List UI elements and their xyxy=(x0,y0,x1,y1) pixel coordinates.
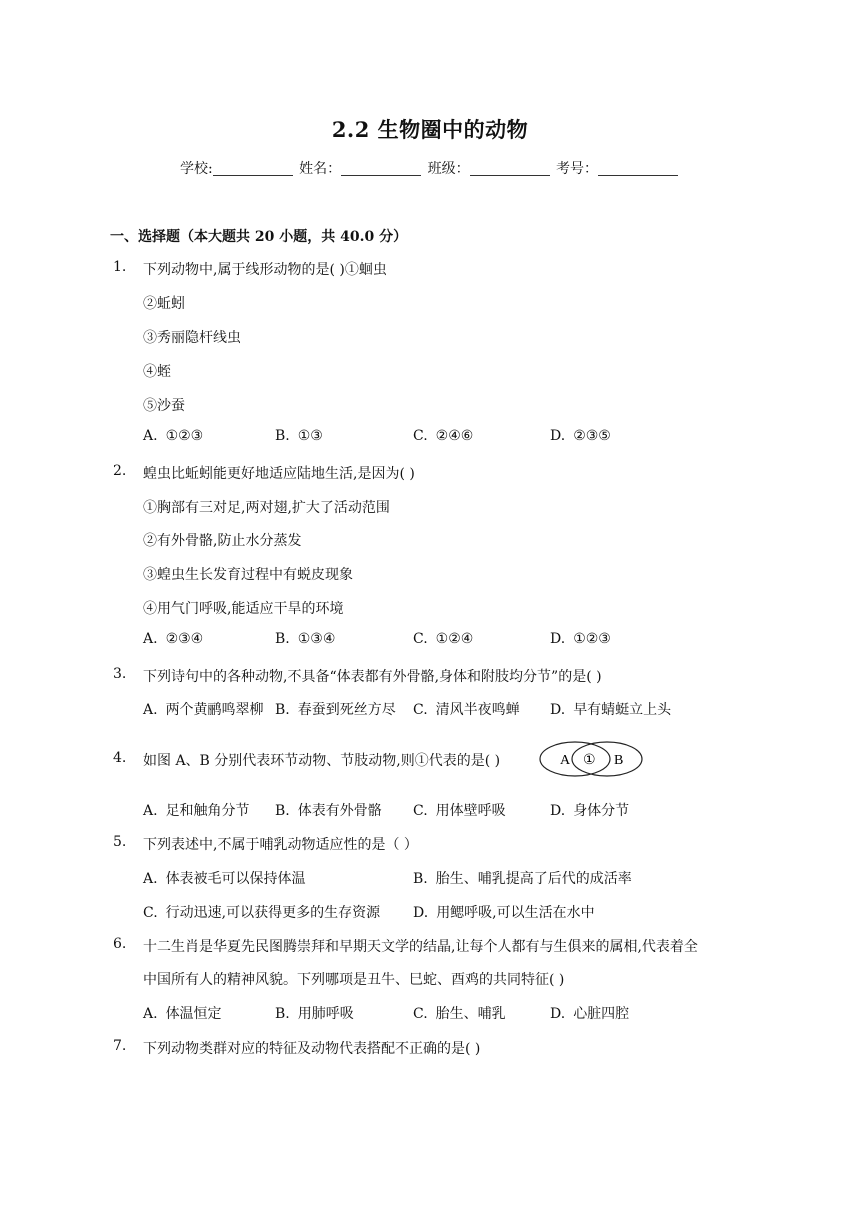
exam-no-blank[interactable] xyxy=(598,161,678,176)
q3-number: 3. xyxy=(113,666,127,682)
q2-option-a[interactable]: A. ②③④ xyxy=(143,631,204,647)
q4-stem: 如图 A、B 分别代表环节动物、节肢动物,则①代表的是( ) xyxy=(143,753,501,769)
q2-item: ④用气门呼吸,能适应干旱的环境 xyxy=(143,601,344,617)
q1-option-d[interactable]: D. ②③⑤ xyxy=(550,428,611,444)
q2-option-b[interactable]: B. ①③④ xyxy=(275,631,336,647)
q6-number: 6. xyxy=(113,936,127,952)
q1-option-c[interactable]: C. ②④⑥ xyxy=(413,428,474,444)
q2-item: ③蝗虫生长发育过程中有蜕皮现象 xyxy=(143,567,353,583)
venn-circle-a xyxy=(540,742,610,776)
q4-number: 4. xyxy=(113,750,127,766)
q1-item: ③秀丽隐杆线虫 xyxy=(143,330,241,346)
q6-option-d[interactable]: D. 心脏四腔 xyxy=(550,1006,630,1022)
name-blank[interactable] xyxy=(341,161,421,176)
venn-label-a: A xyxy=(560,753,571,768)
q2-number: 2. xyxy=(113,463,127,479)
q2-stem: 蝗虫比蚯蚓能更好地适应陆地生活,是因为( ) xyxy=(143,466,415,482)
q4-option-d[interactable]: D. 身体分节 xyxy=(550,803,630,819)
q3-option-a[interactable]: A. 两个黄鹂鸣翠柳 xyxy=(143,702,264,718)
q2-item: ①胸部有三对足,两对翅,扩大了活动范围 xyxy=(143,500,390,516)
name-label: 姓名： xyxy=(299,161,342,177)
q1-number: 1. xyxy=(113,259,127,275)
venn-label-b: B xyxy=(614,753,624,768)
school-label: 学校: xyxy=(179,161,213,177)
class-label: 班级： xyxy=(427,161,470,177)
q5-stem: 下列表述中,不属于哺乳动物适应性的是（ ） xyxy=(143,837,418,853)
q1-option-b[interactable]: B. ①③ xyxy=(275,428,323,444)
q1-item: ④蛭 xyxy=(143,364,171,380)
q6-stem-line1: 十二生肖是华夏先民图腾崇拜和早期天文学的结晶,让每个人都有与生俱来的属相,代表着全 xyxy=(143,939,698,955)
q7-stem: 下列动物类群对应的特征及动物代表搭配不正确的是( ) xyxy=(143,1041,481,1057)
q3-stem: 下列诗句中的各种动物,不具备“体表都有外骨骼,身体和附肢均分节”的是( ) xyxy=(143,669,602,685)
q6-stem-line2: 中国所有人的精神风貌。下列哪项是丑牛、巳蛇、酉鸡的共同特征( ) xyxy=(143,972,565,988)
school-blank[interactable] xyxy=(213,161,293,176)
q6-option-c[interactable]: C. 胎生、哺乳 xyxy=(413,1006,506,1022)
q1-item: ②蚯蚓 xyxy=(143,296,185,312)
q6-option-a[interactable]: A. 体温恒定 xyxy=(143,1006,222,1022)
venn-diagram xyxy=(538,739,644,779)
q2-item: ②有外骨骼,防止水分蒸发 xyxy=(143,533,302,549)
q5-option-a[interactable]: A. 体表被毛可以保持体温 xyxy=(143,871,306,887)
section-heading: 一、选择题（本大题共 20 小题，共 40.0 分） xyxy=(110,229,408,245)
page-title: 2.2 生物圈中的动物 xyxy=(331,117,529,142)
q5-option-c[interactable]: C. 行动迅速,可以获得更多的生存资源 xyxy=(143,905,381,921)
q3-option-d[interactable]: D. 早有蜻蜓立上头 xyxy=(550,702,672,718)
q1-stem: 下列动物中,属于线形动物的是( )①蛔虫 xyxy=(143,262,387,278)
q5-number: 5. xyxy=(113,834,127,850)
q4-option-a[interactable]: A. 足和触角分节 xyxy=(143,803,250,819)
q3-option-c[interactable]: C. 清风半夜鸣蝉 xyxy=(413,702,520,718)
q2-option-d[interactable]: D. ①②③ xyxy=(550,631,611,647)
q6-option-b[interactable]: B. 用肺呼吸 xyxy=(275,1006,354,1022)
q4-option-b[interactable]: B. 体表有外骨骼 xyxy=(275,803,382,819)
venn-label-mid: ① xyxy=(583,752,596,768)
q2-option-c[interactable]: C. ①②④ xyxy=(413,631,474,647)
q5-option-b[interactable]: B. 胎生、哺乳提高了后代的成活率 xyxy=(413,871,632,887)
exam-no-label: 考号： xyxy=(556,161,599,177)
q5-option-d[interactable]: D. 用鳃呼吸,可以生活在水中 xyxy=(413,905,595,921)
q7-number: 7. xyxy=(113,1038,127,1054)
class-blank[interactable] xyxy=(470,161,550,176)
q1-option-a[interactable]: A. ①②③ xyxy=(143,428,204,444)
student-info-line xyxy=(0,158,860,178)
q3-option-b[interactable]: B. 春蚕到死丝方尽 xyxy=(275,702,396,718)
q4-option-c[interactable]: C. 用体壁呼吸 xyxy=(413,803,506,819)
q1-item: ⑤沙蚕 xyxy=(143,398,185,414)
